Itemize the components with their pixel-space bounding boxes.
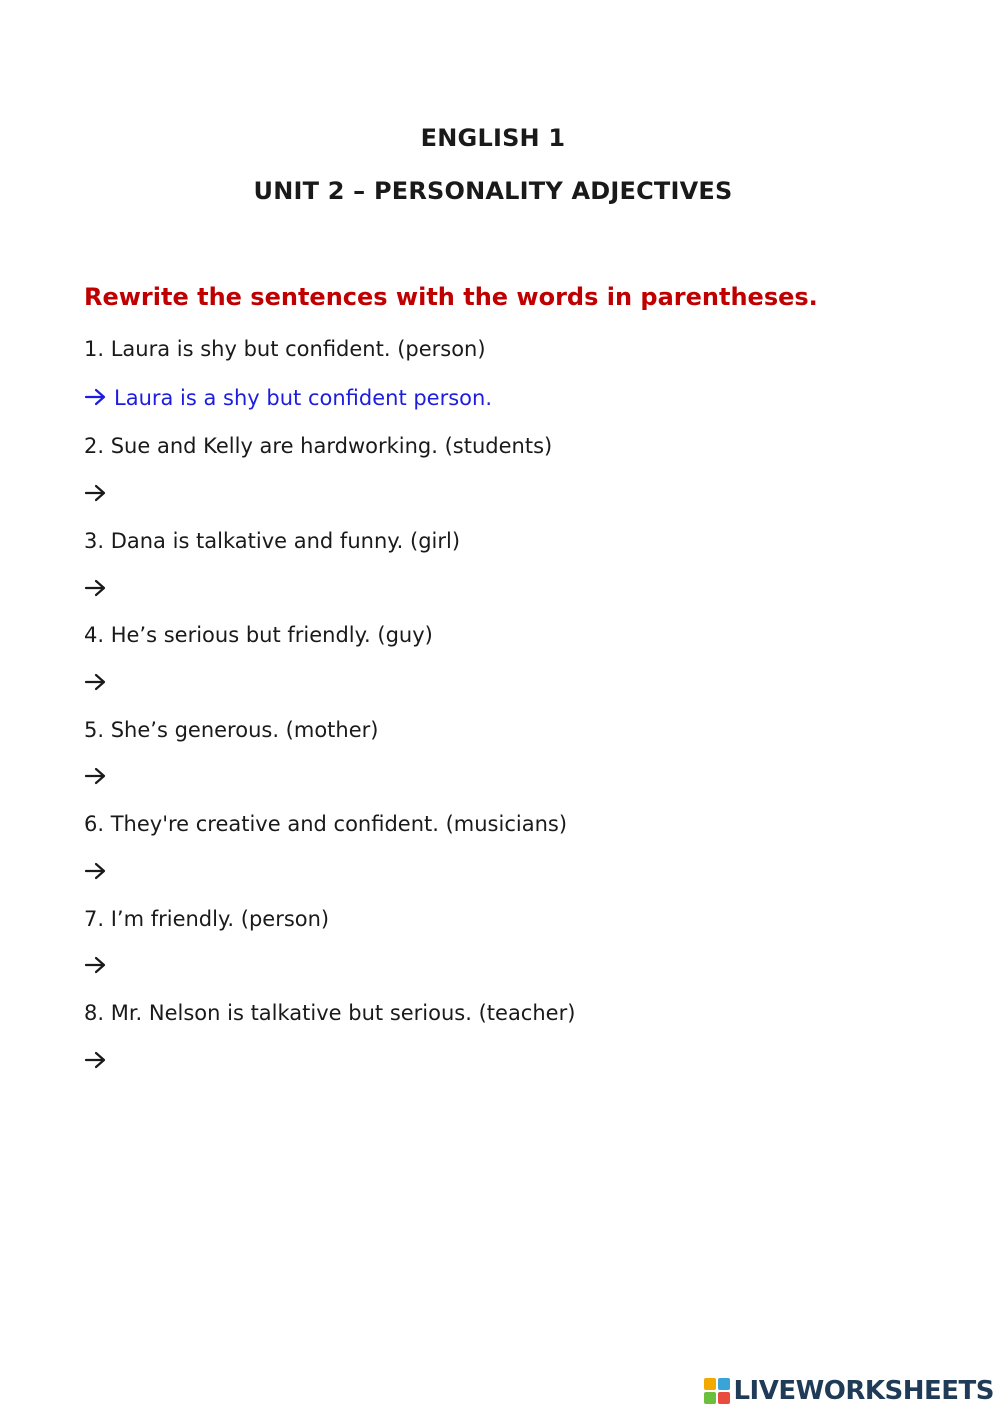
worksheet-title: ENGLISH 1 <box>420 124 566 152</box>
answer-6[interactable] <box>84 860 114 884</box>
question-8: 8. Mr. Nelson is talkative but serious. (teacher) <box>84 1001 576 1025</box>
question-3: 3. Dana is talkative and funny. (girl) <box>84 529 461 553</box>
arrow-icon <box>84 861 108 881</box>
arrow-icon <box>84 1050 108 1070</box>
arrow-icon <box>84 955 108 975</box>
arrow-icon <box>84 672 108 692</box>
question-1: 1. Laura is shy but confident. (person) <box>84 337 486 361</box>
answer-8[interactable] <box>84 1049 114 1073</box>
answer-2[interactable] <box>84 482 114 506</box>
arrow-icon <box>84 578 108 598</box>
liveworksheets-logo-icon <box>704 1378 730 1404</box>
question-2: 2. Sue and Kelly are hardworking. (students) <box>84 434 553 458</box>
answer-3[interactable] <box>84 577 114 601</box>
arrow-icon <box>84 387 108 407</box>
arrow-icon <box>84 483 108 503</box>
logo-text: LIVEWORKSHEETS <box>733 1376 994 1406</box>
answer-4[interactable] <box>84 671 114 695</box>
question-7: 7. I’m friendly. (person) <box>84 907 330 931</box>
question-6: 6. They're creative and confident. (musicians) <box>84 812 568 836</box>
answer-1-text: Laura is a shy but confident person. <box>114 386 493 410</box>
arrow-icon <box>84 766 108 786</box>
instruction-text: Rewrite the sentences with the words in parentheses. <box>84 283 818 311</box>
answer-1[interactable] <box>84 386 492 410</box>
worksheet-subtitle: UNIT 2 – PERSONALITY ADJECTIVES <box>253 177 733 205</box>
answer-5[interactable] <box>84 765 114 789</box>
answer-7[interactable] <box>84 954 114 978</box>
question-5: 5. She’s generous. (mother) <box>84 718 379 742</box>
question-4: 4. He’s serious but friendly. (guy) <box>84 623 433 647</box>
liveworksheets-logo[interactable] <box>704 1374 994 1408</box>
